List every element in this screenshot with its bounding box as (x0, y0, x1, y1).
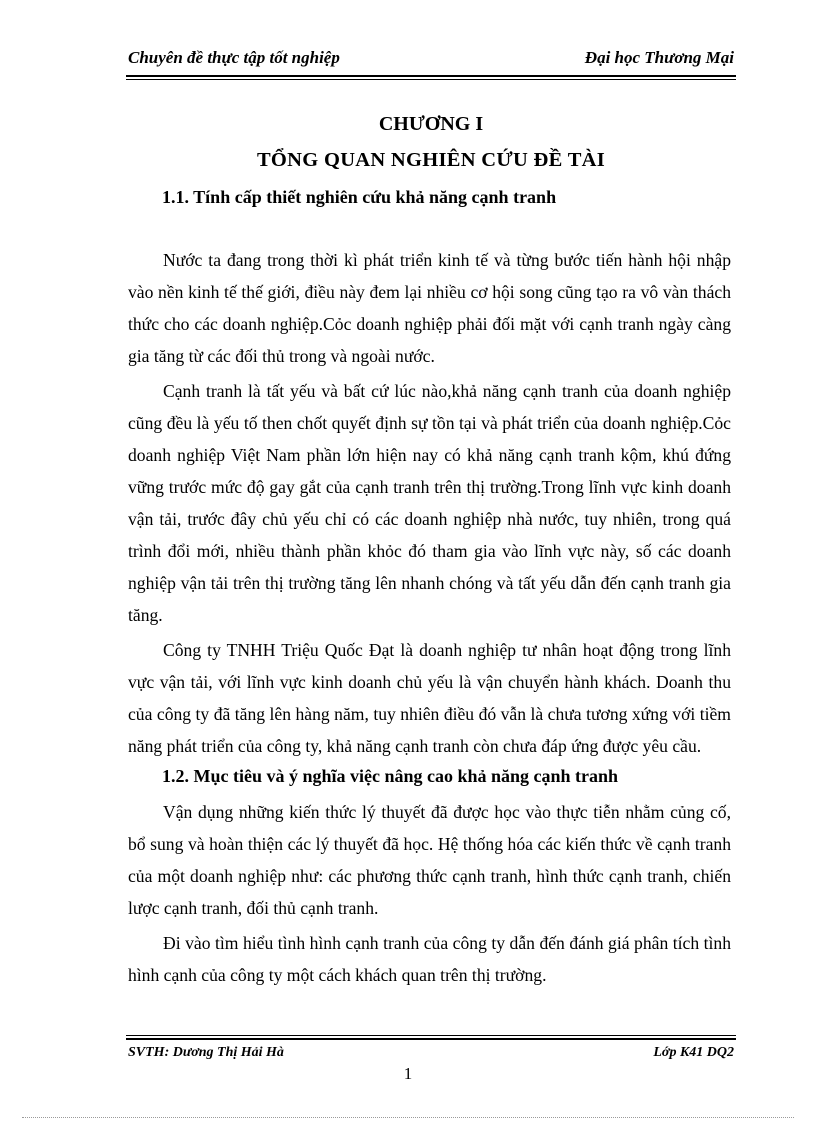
footer-class: Lớp K41 DQ2 (653, 1045, 734, 1060)
paragraph: Công ty TNHH Triệu Quốc Đạt là doanh nghiệp tư nhân hoạt động trong lĩnh vực vận tải, với lĩnh vực kinh doanh chủ yếu là vận chuyển hành khách. Doanh thu của công ty đã tăng lên hàng năm, tuy nhiên điều đó vẫn là chưa tương xứng với tiềm năng phát triển của công ty, khả năng cạnh tranh còn chưa đáp ứng được yêu cầu. (128, 640, 731, 756)
header-left-text: Chuyên đề thực tập tốt nghiệp (128, 48, 340, 67)
chapter-number: CHƯƠNG I (378, 113, 484, 135)
paragraph: Cạnh tranh là tất yếu và bất cứ lúc nào,khả năng cạnh tranh của doanh nghiệp cũng đều là yếu tố then chốt quyết định sự tồn tại và phát triển của doanh nghiệp.Cỏc doanh nghiệp Việt Nam phần lớn hiện nay có khả năng cạnh tranh kộm, khú đứng vững trước mức độ gay gắt của cạnh tranh trên thị trường.Trong lĩnh vực kinh doanh vận tải, trước đây chủ yếu chỉ có các doanh nghiệp nhà nước, tuy nhiên, trong quá trình đổi mới, nhiều thành phần khỏc đó tham gia vào lĩnh vực này, số các doanh nghiệp vận tải trên thị trường tăng lên nhanh chóng và tất yếu dẫn đến cạnh tranh gia tăng. (128, 381, 731, 625)
section-heading-1-1: 1.1. Tính cấp thiết nghiên cứu khả năng cạnh tranh (162, 187, 557, 207)
section-1-1-body (128, 244, 731, 765)
header-rule-thin (126, 79, 736, 80)
header-rule-thick (126, 75, 736, 77)
paragraph: Nước ta đang trong thời kì phát triển kinh tế và từng bước tiến hành hội nhập vào nền kinh tế thế giới, điều này đem lại nhiều cơ hội song cũng tạo ra vô vàn thách thức cho các doanh nghiệp.Cỏc doanh nghiệp phải đối mặt với cạnh tranh ngày càng gia tăng từ các đối thủ trong và ngoài nước. (128, 250, 731, 366)
page-bottom-dotted-line (22, 1117, 794, 1118)
paragraph: Đi vào tìm hiểu tình hình cạnh tranh của công ty dẫn đến đánh giá phân tích tình hình cạnh của công ty một cách khách quan trên thị trường. (128, 933, 731, 985)
section-heading-1-2: 1.2. Mục tiêu và ý nghĩa việc nâng cao khả năng cạnh tranh (162, 766, 619, 786)
paragraph: Vận dụng những kiến thức lý thuyết đã được học vào thực tiễn nhằm củng cố, bổ sung và hoàn thiện các lý thuyết đã học. Hệ thống hóa các kiến thức về cạnh tranh của một doanh nghiệp như: các phương thức cạnh tranh, hình thức cạnh tranh, chiến lược cạnh tranh, đối thủ cạnh tranh. (128, 802, 731, 918)
chapter-title: TỔNG QUAN NGHIÊN CỨU ĐỀ TÀI (256, 149, 606, 171)
footer-rule-thin (126, 1035, 736, 1036)
section-1-2-body (128, 796, 731, 994)
header-right-text: Đại học Thương Mại (584, 48, 734, 67)
page-number: 1 (403, 1064, 413, 1083)
footer-student-name: SVTH: Dương Thị Hải Hà (128, 1045, 284, 1060)
footer-rule-thick (126, 1038, 736, 1040)
